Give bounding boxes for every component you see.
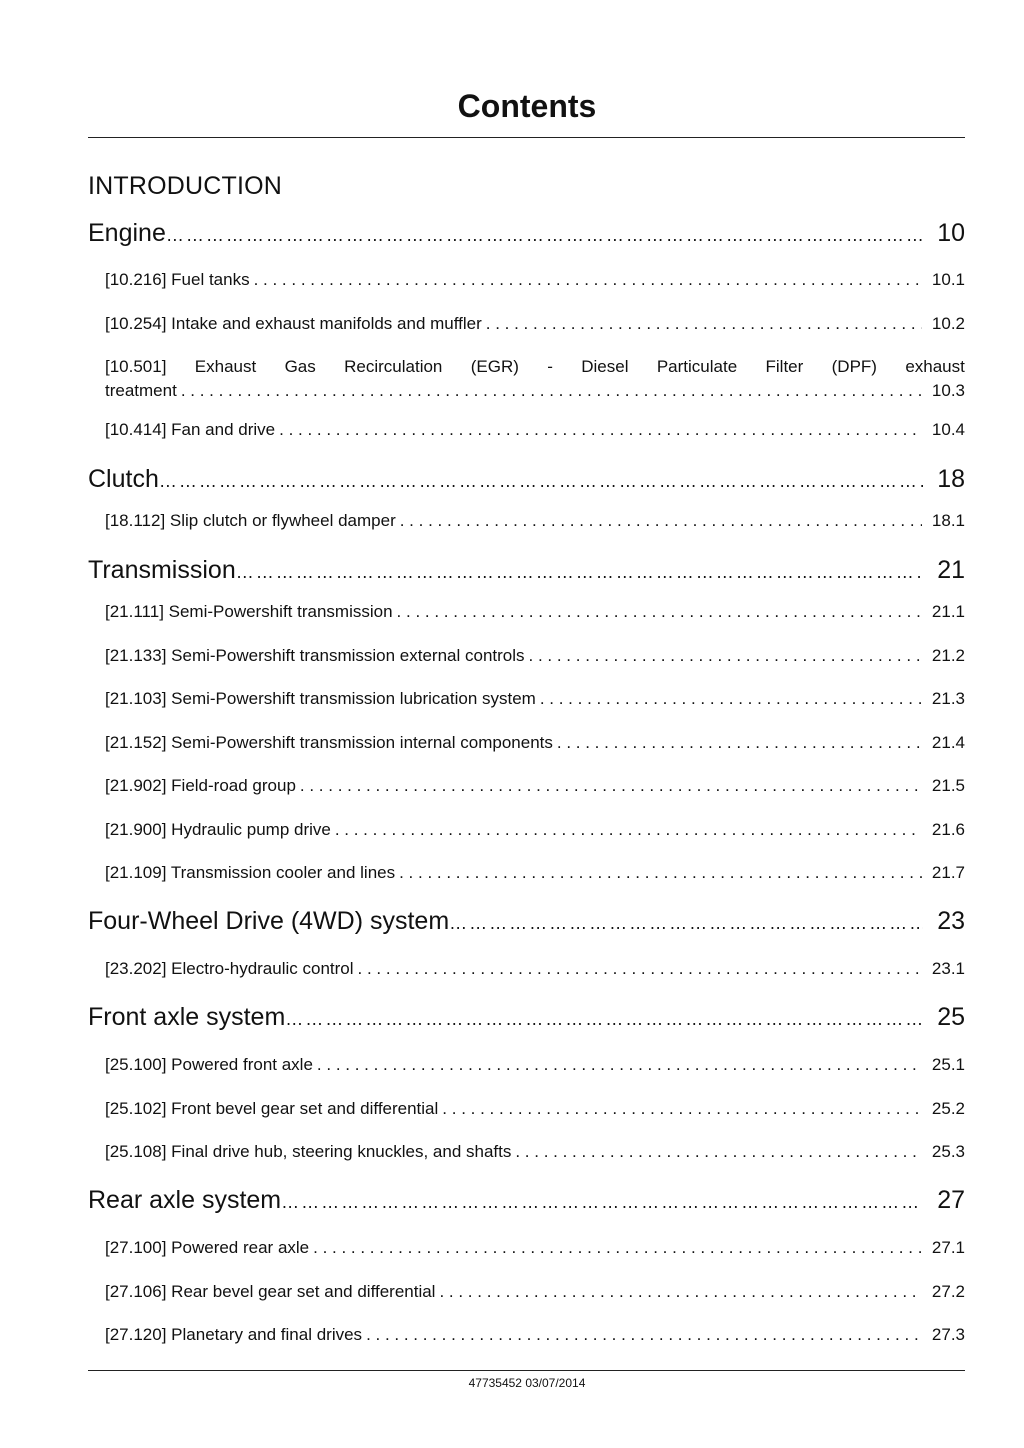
entry-title: [21.152] Semi-Powershift transmission internal components: [105, 733, 553, 752]
dot-leader: [236, 556, 923, 588]
title-word: (DPF): [831, 357, 877, 376]
toc-entry[interactable]: [105, 418, 965, 442]
chapter-page-number: 25: [937, 1003, 965, 1031]
chapter-title: Front axle system: [88, 1003, 286, 1031]
entry-title: [21.109] Transmission cooler and lines: [105, 863, 396, 882]
toc-entry[interactable]: [105, 1053, 965, 1077]
toc-entry[interactable]: [105, 774, 965, 798]
dot-leader: [557, 731, 922, 755]
dot-leader: [159, 465, 923, 497]
entry-page-number: 21.7: [931, 863, 965, 882]
toc-chapter-engine[interactable]: [88, 217, 965, 251]
dot-leader: [300, 774, 922, 798]
entry-page-number: 10.2: [931, 314, 965, 333]
toc-entry[interactable]: [105, 600, 965, 624]
toc-entry-egr-dpf[interactable]: [105, 355, 965, 403]
chapter-title: Clutch: [88, 465, 159, 493]
dot-leader: [399, 861, 922, 885]
title-word: Particulate: [656, 357, 738, 376]
entry-page-number: 21.4: [931, 733, 965, 752]
entry-title: [10.216] Fuel tanks: [105, 270, 250, 289]
entry-title: [25.100] Powered front axle: [105, 1055, 313, 1074]
dot-leader: [529, 644, 922, 668]
dot-leader: [335, 818, 922, 842]
toc-entry[interactable]: [105, 1280, 965, 1304]
dot-leader: [166, 219, 923, 251]
title-word: Recirculation: [344, 357, 443, 376]
dot-leader: [515, 1140, 922, 1164]
title-word: Gas: [284, 357, 316, 376]
entry-title: [18.112] Slip clutch or flywheel damper: [105, 511, 396, 530]
entry-title: [23.202] Electro-hydraulic control: [105, 959, 354, 978]
title-word: Filter: [765, 357, 804, 376]
entry-title-line-1: [105, 355, 965, 379]
entry-page-number: 27.1: [931, 1238, 965, 1257]
entry-title: [10.414] Fan and drive: [105, 420, 276, 439]
chapter-page-number: 27: [937, 1186, 965, 1214]
entry-page-number: 27.3: [931, 1325, 965, 1344]
toc-entry[interactable]: [105, 731, 965, 755]
dot-leader: [181, 379, 922, 403]
entry-title: [27.120] Planetary and final drives: [105, 1325, 363, 1344]
chapter-page-number: 23: [937, 907, 965, 935]
entry-title: [25.102] Front bevel gear set and differential: [105, 1099, 439, 1118]
entry-page-number: 25.3: [931, 1142, 965, 1161]
dot-leader: [285, 1003, 923, 1035]
title-word: (EGR): [470, 357, 519, 376]
toc-entry[interactable]: [105, 1140, 965, 1164]
dot-leader: [439, 1280, 921, 1304]
entry-title: [21.133] Semi-Powershift transmission external controls: [105, 646, 525, 665]
entry-title: [21.111] Semi-Powershift transmission: [105, 602, 393, 621]
page-title: Contents: [457, 88, 597, 124]
entry-page-number: 18.1: [931, 511, 965, 530]
toc-entry[interactable]: [105, 1097, 965, 1121]
entry-title: [27.100] Powered rear axle: [105, 1238, 310, 1257]
entry-page-number: 25.2: [931, 1099, 965, 1118]
entry-title: [10.254] Intake and exhaust manifolds and muffler: [105, 314, 482, 333]
entry-page-number: 21.6: [931, 820, 965, 839]
title-word: Diesel: [581, 357, 629, 376]
dot-leader: [281, 1186, 923, 1218]
title-word: -: [547, 357, 553, 376]
toc-chapter-transmission[interactable]: [88, 554, 965, 588]
dot-leader: [358, 957, 922, 981]
toc-entry[interactable]: [105, 312, 965, 336]
toc-entry[interactable]: [105, 861, 965, 885]
chapter-title: Transmission: [88, 556, 236, 584]
chapter-page-number: 18: [937, 465, 965, 493]
entry-page-number: 27.2: [931, 1282, 965, 1301]
dot-leader: [279, 418, 922, 442]
entry-page-number: 21.1: [931, 602, 965, 621]
toc-entry[interactable]: [105, 1236, 965, 1260]
toc-entry[interactable]: [105, 1323, 965, 1347]
entry-page-number: 21.3: [931, 689, 965, 708]
entry-page-number: 23.1: [931, 959, 965, 978]
entry-page-number: 10.3: [931, 381, 965, 400]
dot-leader: [486, 312, 922, 336]
toc-entry[interactable]: [105, 687, 965, 711]
dot-leader: [317, 1053, 922, 1077]
entry-title-line-2: [105, 379, 965, 403]
toc-entry[interactable]: [105, 268, 965, 292]
entry-page-number: 10.1: [931, 270, 965, 289]
entry-page-number: 21.5: [931, 776, 965, 795]
bottom-rule: [88, 1370, 965, 1371]
dot-leader: [442, 1097, 922, 1121]
title-word: [10.501]: [105, 357, 167, 376]
entry-title: [21.103] Semi-Powershift transmission lubrication system: [105, 689, 536, 708]
chapter-title: Engine: [88, 219, 166, 247]
toc-chapter-four-wheel-drive[interactable]: [88, 905, 965, 939]
dot-leader: [400, 509, 922, 533]
entry-title: [25.108] Final drive hub, steering knuckles, and shafts: [105, 1142, 512, 1161]
toc-entry[interactable]: [105, 509, 965, 533]
entry-page-number: 21.2: [931, 646, 965, 665]
introduction-heading[interactable]: INTRODUCTION: [88, 172, 283, 200]
toc-chapter-rear-axle[interactable]: [88, 1184, 965, 1218]
dot-leader: [449, 907, 923, 939]
entry-page-number: 25.1: [931, 1055, 965, 1074]
chapter-title: Rear axle system: [88, 1186, 282, 1214]
toc-entry[interactable]: [105, 957, 965, 981]
chapter-page-number: 21: [937, 556, 965, 584]
title-word: Exhaust: [194, 357, 257, 376]
entry-title-tail: treatment: [105, 381, 177, 400]
footer-document-id: 47735452 03/07/2014: [468, 1376, 586, 1390]
top-rule: [88, 137, 965, 138]
entry-title: [21.900] Hydraulic pump drive: [105, 820, 331, 839]
entry-title: [27.106] Rear bevel gear set and differential: [105, 1282, 436, 1301]
entry-title: [21.902] Field-road group: [105, 776, 296, 795]
toc-entry[interactable]: [105, 644, 965, 668]
dot-leader: [540, 687, 922, 711]
chapter-page-number: 10: [937, 219, 965, 247]
dot-leader: [313, 1236, 922, 1260]
toc-chapter-clutch[interactable]: [88, 463, 965, 497]
toc-chapter-front-axle[interactable]: [88, 1001, 965, 1035]
entry-page-number: 10.4: [931, 420, 965, 439]
toc-entry[interactable]: [105, 818, 965, 842]
title-word: exhaust: [905, 357, 965, 376]
dot-leader: [366, 1323, 922, 1347]
dot-leader: [397, 600, 922, 624]
dot-leader: [254, 268, 922, 292]
chapter-title: Four-Wheel Drive (4WD) system: [88, 907, 450, 935]
